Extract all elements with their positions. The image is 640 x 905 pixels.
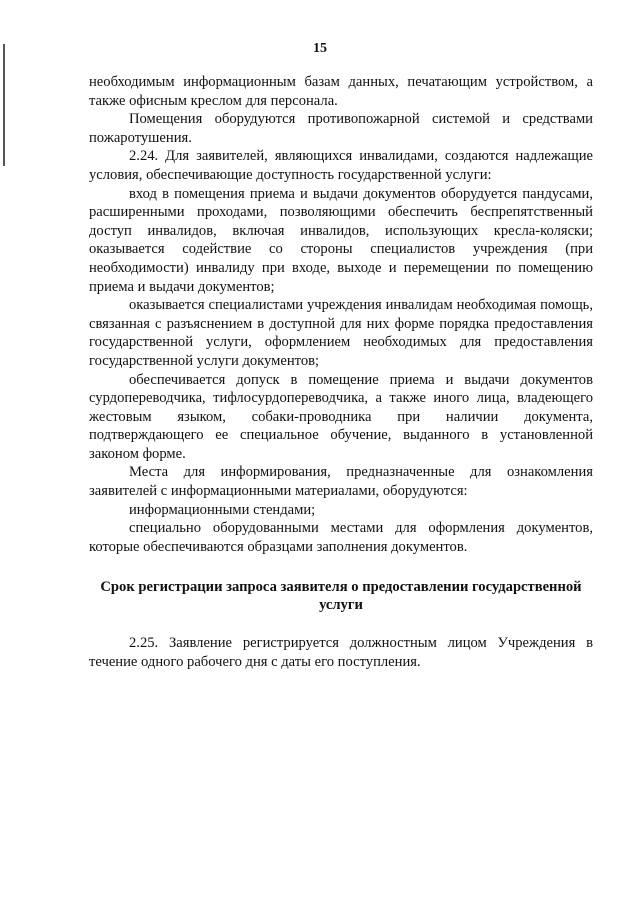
paragraph-continuation: необходимым информационным базам данных, печатающим устройством, а также офисным креслом для персонала. [89,74,593,109]
paragraph-specialist-help: оказывается специалистами учреждения инвалидам необходимая помощь, связанная с разъяснением в доступной для них форме порядка предоставления государственной услуги, оформлением необходимых для предоставления государственной услуги документов; [89,297,593,369]
paragraph-2-24: 2.24. Для заявителей, являющихся инвалидами, создаются надлежащие условия, обеспечивающие доступность государственной услуги: [89,148,593,183]
paragraph-document-places: специально оборудованными местами для оформления документов, которые обеспечиваются образцами заполнения документов. [89,520,593,555]
paragraph-interpreter-access: обеспечивается допуск в помещение приема и выдачи документов сурдопереводчика, тифлосурдопереводчика, а также иного лица, владеющего жестовым языком, собаки-проводника при наличии документа, подтверждающего ее специальное обучение, выданного в установленной законом форме. [89,371,593,462]
document-body [89,73,593,672]
paragraph-2-25: 2.25. Заявление регистрируется должностным лицом Учреждения в течение одного рабочего дня с даты его поступления. [89,635,593,671]
paragraph-info-stands: информационными стендами; [129,501,316,518]
paragraph-fire-safety: Помещения оборудуются противопожарной системой и средствами пожаротушения. [89,111,593,146]
section-title-registration-term: Срок регистрации запроса заявителя о предоставлении государственной услуги [100,579,582,614]
paragraph-entrance-access: вход в помещения приема и выдачи документов оборудуется пандусами, расширенными проходами, позволяющими обеспечить беспрепятственный доступ инвалидов, включая инвалидов, использующих кресла-коляски; оказывается содействие со стороны специалистов учреждения (при необходимости) инвалиду при входе, выходе и перемещении по помещению приема и выдачи документов; [89,185,593,295]
paragraph-information-places: Места для информирования, предназначенные для ознакомления заявителей с информационными материалами, оборудуются: [89,464,593,500]
scan-edge-mark [3,44,5,166]
page-number: 15 [313,41,327,56]
